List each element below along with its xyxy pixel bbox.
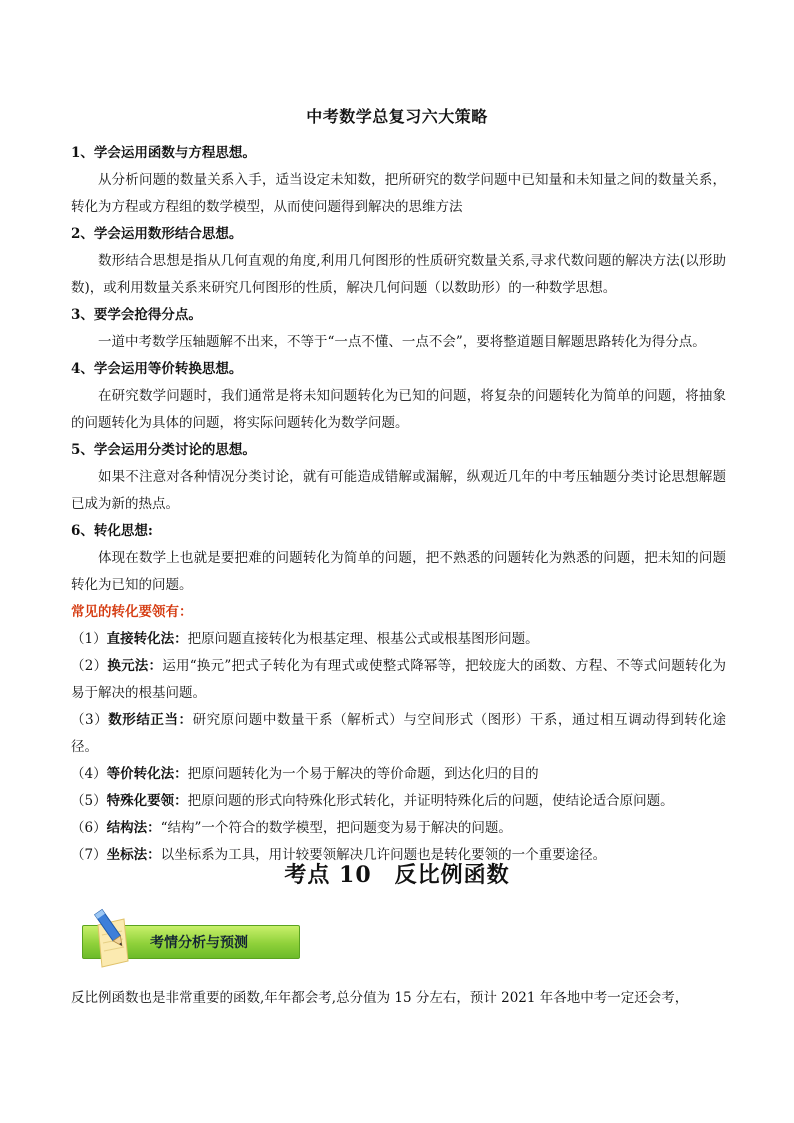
method-text: 运用“换元”把式子转化为有理式或使整式降幂等，把较庞大的函数、方程、不等式问题转化为易于解决的根基问题。 [71,658,727,701]
method-text: 以坐标系为工具，用计较要领解决几许问题也是转化要领的一个重要途径。 [160,847,607,863]
section-heading-1: 1、学会运用函数与方程思想。 [71,145,256,161]
method-text: 研究原问题中数量干系（解析式）与空间形式（图形）干系，通过相互调动得到转化途径。 [71,712,727,755]
section-body-5: 如果不注意对各种情况分类讨论，就有可能造成错解或漏解，纵观近几年的中考压轴题分类讨论思想解题已成为新的热点。 [71,469,726,512]
method-num: （1） [71,631,107,647]
method-item-4 [71,761,726,788]
method-text: 把原问题的形式向特殊化形式转化，并证明特殊化后的问题，使结论适合原问题。 [187,793,674,809]
method-label: 结构法： [106,820,161,836]
method-num: （2） [71,658,108,674]
section-heading-5: 5、学会运用分类讨论的思想。 [71,442,256,458]
method-label: 等价转化法： [106,766,188,782]
page-title: 中考数学总复习六大策略 [306,107,488,126]
method-num: （3） [71,712,109,728]
method-item-3 [71,707,726,761]
bottom-paragraph: 反比例函数也是非常重要的函数,年年都会考,总分值为 15 分左右，预计 2021 年各地中考一定还会考， [71,990,689,1006]
section-body-6: 体现在数学上也就是要把难的问题转化为简单的问题，把不熟悉的问题转化为熟悉的问题，把未知的问题转化为已知的问题。 [71,550,726,593]
method-item-5 [71,788,726,815]
section-heading-3: 3、要学会抢得分点。 [71,307,202,323]
section-heading-2: 2、学会运用数形结合思想。 [71,226,243,242]
strategies-content [71,140,726,869]
method-text: 把原问题直接转化为根基定理、根基公式或根基图形问题。 [187,631,539,647]
method-item-1 [71,626,726,653]
common-methods-heading: 常见的转化要领有： [71,604,193,620]
method-item-2 [71,653,726,707]
method-num: （6） [71,820,107,836]
method-label: 数形结正当： [108,712,193,728]
banner-label: 考情分析与预测 [150,935,248,951]
method-label: 特殊化要领： [106,793,188,809]
pencil-note-icon [88,905,134,973]
section-banner [82,905,302,975]
method-num: （5） [71,793,107,809]
section-body-1: 从分析问题的数量关系入手，适当设定未知数，把所研究的数学问题中已知量和未知量之间的数量关系，转化为方程或方程组的数学模型，从而使问题得到解决的思维方法 [71,172,726,215]
section-body-3: 一道中考数学压轴题解不出来，不等于“一点不懂、一点不会”，要将整道题目解题思路转化为得分点。 [98,334,706,350]
method-text: 把原问题转化为一个易于解决的等价命题，到达化归的目的 [187,766,539,782]
method-item-6 [71,815,726,842]
method-label: 换元法： [107,658,163,674]
section-body-4: 在研究数学问题时，我们通常是将未知问题转化为已知的问题，将复杂的问题转化为简单的问题，将抽象的问题转化为具体的问题，将实际问题转化为数学问题。 [71,388,726,431]
section-heading-4: 4、学会运用等价转换思想。 [71,361,243,377]
section-heading-6: 6、转化思想: [71,523,153,539]
method-label: 直接转化法： [106,631,188,647]
method-num: （4） [71,766,107,782]
method-text: “结构”一个符合的数学模型，把问题变为易于解决的问题。 [160,820,512,836]
method-label: 坐标法： [106,847,161,863]
exam-point-title: 考点 10 反比例函数 [284,862,510,888]
method-num: （7） [71,847,107,863]
section-body-2: 数形结合思想是指从几何直观的角度,利用几何图形的性质研究数量关系,寻求代数问题的解决方法(以形助数)，或利用数量关系来研究几何图形的性质，解决几何问题（以数助形）的一种数学思想。 [71,253,726,296]
